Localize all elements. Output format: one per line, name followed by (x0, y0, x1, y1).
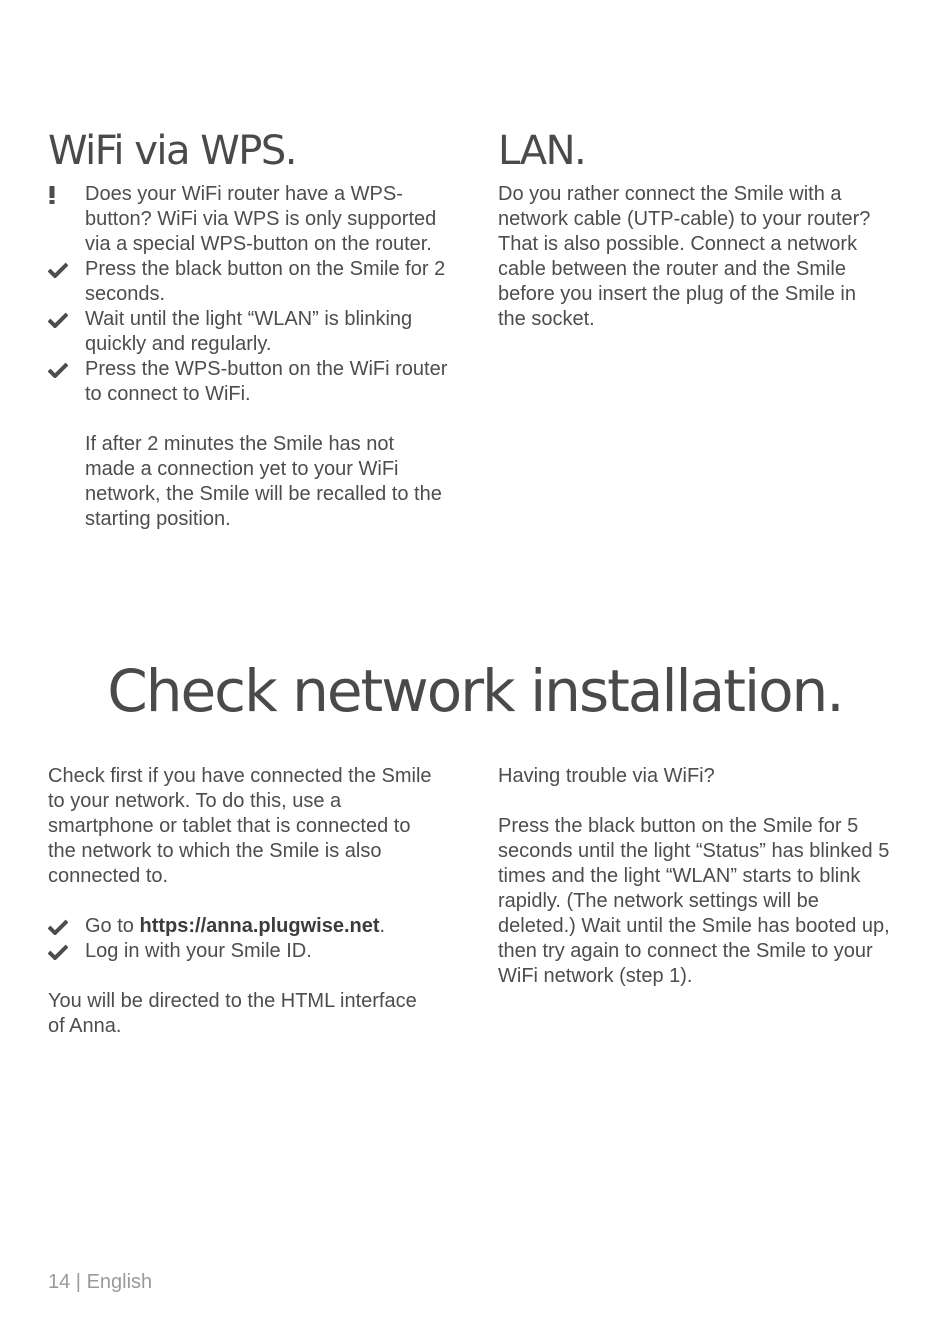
check-left-section (48, 764, 438, 1039)
check-step-item (48, 914, 438, 939)
step-text-prefix: Go to (85, 915, 140, 937)
check-right-section (498, 764, 893, 989)
wps-warning-item (48, 182, 448, 257)
lan-text: Do you rather connect the Smile with a network cable (UTP-cable) to your router? That is also possible. Connect a network cable between the router and the Smile before you insert the plug of the Smile in the socket. (498, 183, 871, 330)
list-item-text: Wait until the light “WLAN” is blinking quickly and regularly. (85, 308, 413, 355)
checkmark-icon (48, 357, 70, 382)
trouble-title: Having trouble via WiFi? (498, 765, 715, 787)
page-title: Check network installation. (107, 657, 843, 725)
list-item-text: Does your WiFi router have a WPS-button? WiFi via WPS is only supported via a special WPS-button on the router. (85, 183, 437, 255)
footer-separator: | (70, 1271, 87, 1293)
step-text-suffix: . (379, 915, 386, 937)
checkmark-icon (48, 939, 70, 964)
wps-steps-list (48, 182, 448, 407)
step-text-prefix: Log in with your Smile ID. (85, 940, 312, 962)
page-footer (48, 1270, 152, 1295)
wps-step-item (48, 257, 448, 307)
check-outro: You will be directed to the HTML interface of Anna. (48, 990, 417, 1037)
plugwise-link[interactable]: https://anna.plugwise.net (139, 915, 380, 937)
trouble-text: Press the black button on the Smile for 5 seconds until the light “Status” has blinked 5 times and the light “WLAN” starts to blink rapidly. (The network settings will be deleted.) Wait until the Smile has booted up, then try again to connect the Smile to your WiFi network (step 1). (498, 815, 890, 987)
list-item-text: Press the WPS-button on the WiFi router to connect to WiFi. (85, 358, 448, 405)
wps-section (48, 128, 448, 532)
wps-heading: WiFi via WPS. (48, 128, 296, 174)
check-steps-list (48, 914, 438, 964)
wps-step-item (48, 357, 448, 407)
footer-language: English (86, 1271, 153, 1293)
wps-step-item (48, 307, 448, 357)
exclamation-icon (48, 182, 70, 207)
checkmark-icon (48, 914, 70, 939)
checkmark-icon (48, 307, 70, 332)
lan-section (498, 128, 888, 332)
check-step-item (48, 939, 438, 964)
checkmark-icon (48, 257, 70, 282)
lan-heading: LAN. (498, 128, 586, 174)
check-intro: Check first if you have connected the Smile to your network. To do this, use a smartphone or tablet that is connected to the network to which the Smile is also connected to. (48, 765, 432, 887)
list-item-text: Press the black button on the Smile for 2 seconds. (85, 258, 446, 305)
wps-note: If after 2 minutes the Smile has not made a connection yet to your WiFi network, the Smile will be recalled to the starting position. (85, 433, 442, 530)
page-number: 14 (48, 1271, 71, 1293)
